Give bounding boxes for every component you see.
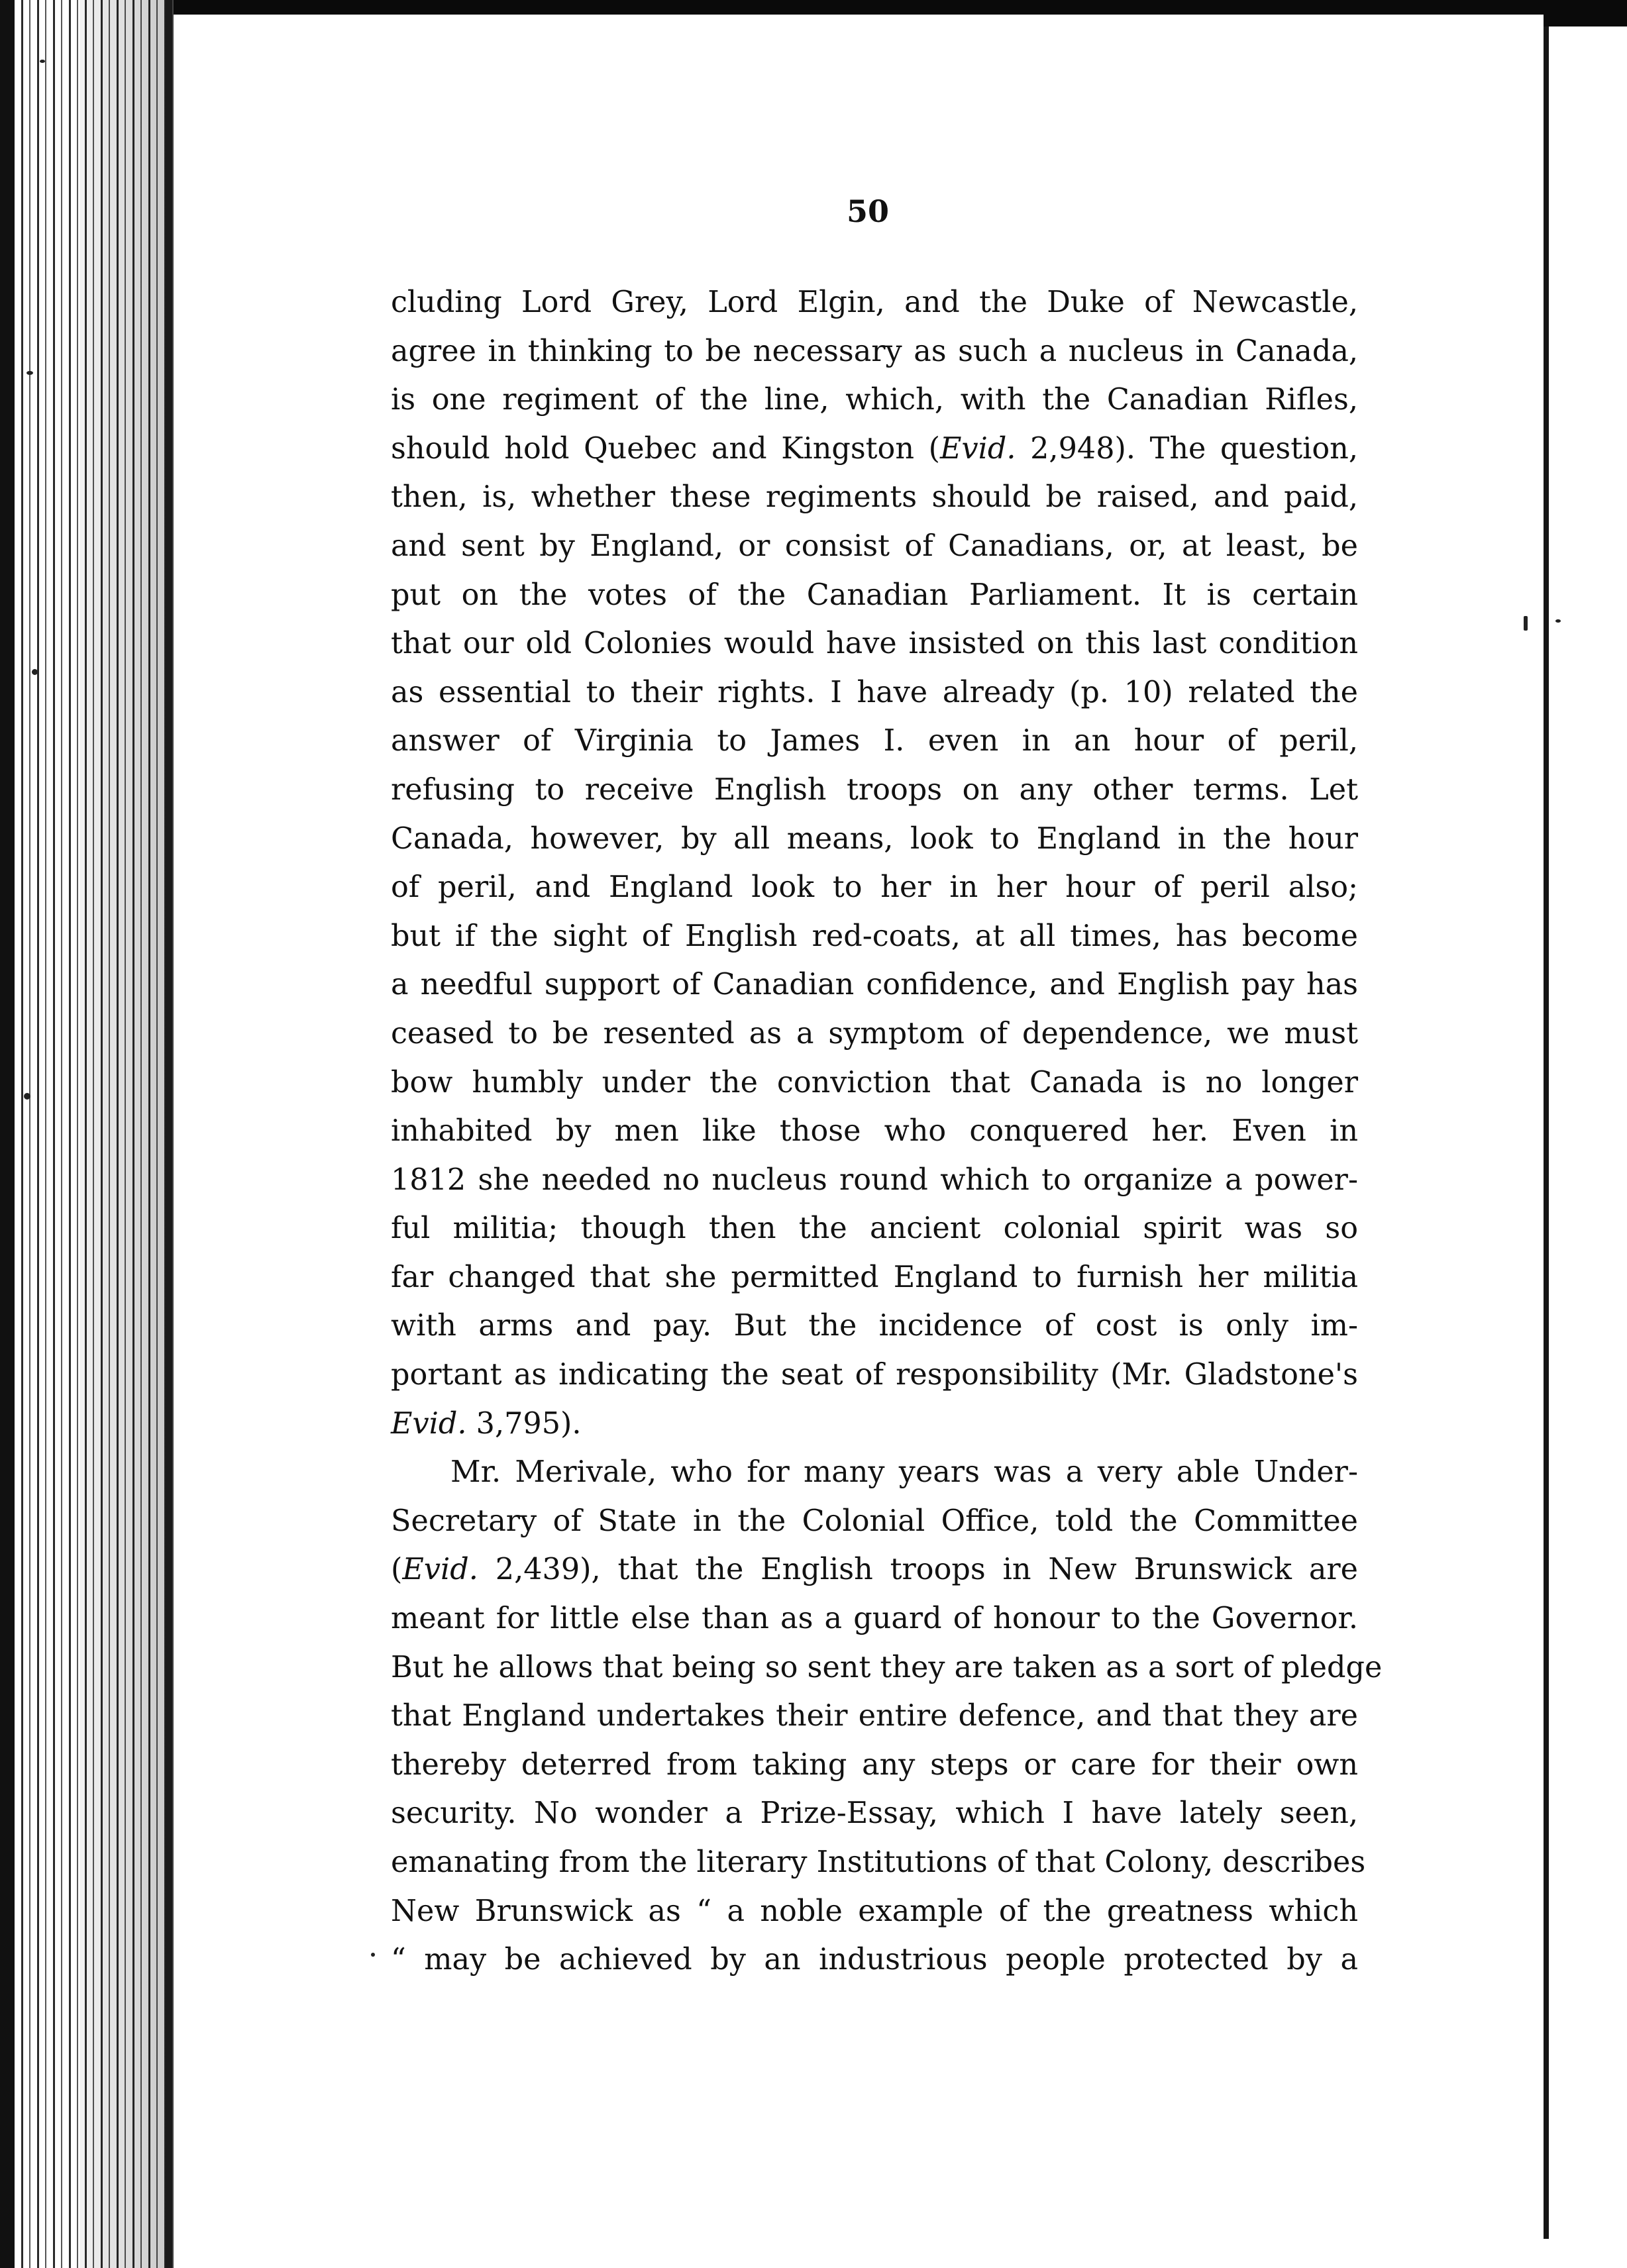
scan-speck <box>40 60 45 63</box>
evid-number: 2,948 <box>1030 431 1115 466</box>
paragraph-start-line: Mr. Merivale, who for many years was a very able Under- <box>450 1455 1358 1490</box>
text-line: “ may be achieved by an industrious people protected by a <box>391 1943 1358 1977</box>
text-line: inhabited by men like those who conquered her. Even in <box>391 1114 1358 1149</box>
text-line: answer of Virginia to James I. even in an hour of peril, <box>391 724 1358 758</box>
text-line: as essential to their rights. I have already (p. 10) related the <box>391 675 1358 709</box>
text-line: agree in thinking to be necessary as such a nucleus in Canada, <box>391 334 1358 368</box>
right-margin <box>1549 0 1627 2268</box>
text-fragment: 2,439), that the English troops in New Brunswick are <box>495 1553 1358 1587</box>
text-line <box>391 1400 1358 1449</box>
text-line: is one regiment of the line, which, with the Canadian Rifles, <box>391 383 1358 417</box>
text-line: cluding Lord Grey, Lord Elgin, and the Duke of Newcastle, <box>391 285 1358 319</box>
scan-speck <box>1524 616 1528 631</box>
scan-speck <box>26 371 33 375</box>
scan-left-border <box>0 0 15 2268</box>
text-line: New Brunswick as “ a noble example of the greatness which <box>391 1894 1358 1928</box>
text-line: a needful support of Canadian confidence, and English pay has <box>391 968 1358 1002</box>
text-line: Canada, however, by all means, look to England in the hour <box>391 821 1358 856</box>
text-line: with arms and pay. But the incidence of cost is only im- <box>391 1309 1358 1343</box>
scan-top-border <box>0 0 1627 15</box>
text-line: emanating from the literary Institutions of that Colony, describes <box>391 1845 1366 1879</box>
gutter-shadow <box>79 0 174 2268</box>
page-number: 50 <box>846 193 889 229</box>
text-line: that our old Colonies would have insisted on this last condition <box>391 627 1358 661</box>
text-line <box>391 425 1358 474</box>
text-line: meant for little else than as a guard of honour to the Governor. <box>391 1602 1358 1636</box>
text-line: thereby deterred from taking any steps or care for their own <box>391 1747 1358 1782</box>
text-line: Secretary of State in the Colonial Office, told the Committee <box>391 1504 1358 1538</box>
text-line: bow humbly under the conviction that Canada is no longer <box>391 1065 1358 1100</box>
text-line: ceased to be resented as a symptom of dependence, we must <box>391 1016 1358 1051</box>
scan-speck <box>32 669 38 675</box>
text-fragment: ( <box>391 1553 403 1587</box>
text-line: portant as indicating the seat of responsibility (Mr. Gladstone's <box>391 1358 1358 1392</box>
text-fragment: should hold Quebec and Kingston ( <box>391 431 940 466</box>
text-line: far changed that she permitted England to furnish her militia <box>391 1260 1358 1294</box>
text-line: But he allows that being so sent they are taken as a sort of pledge <box>391 1650 1383 1684</box>
body-text <box>391 278 1383 1984</box>
evid-reference: Evid. <box>402 1553 478 1587</box>
text-line: of peril, and England look to her in her hour of peril also; <box>391 870 1358 905</box>
text-line: but if the sight of English red-coats, at all times, has become <box>391 919 1358 953</box>
text-line <box>391 1545 1358 1594</box>
text-line: then, is, whether these regiments should be raised, and paid, <box>391 480 1358 515</box>
text-line: and sent by England, or consist of Canadians, or, at least, be <box>391 529 1358 563</box>
evid-reference: Evid. <box>391 1406 467 1441</box>
text-line: put on the votes of the Canadian Parliament. It is certain <box>391 578 1358 612</box>
scan-speck <box>1555 619 1561 623</box>
text-line: refusing to receive English troops on any other terms. Let <box>391 772 1358 807</box>
text-line: security. No wonder a Prize-Essay, which I have lately seen, <box>391 1796 1358 1831</box>
scan-speck <box>371 1953 375 1957</box>
evid-reference: Evid. <box>940 431 1016 466</box>
text-fragment: 3,795). <box>476 1406 582 1441</box>
text-line: 1812 she needed no nucleus round which to organize a power- <box>391 1162 1358 1197</box>
scan-speck <box>24 1093 30 1100</box>
text-line: ful militia; though then the ancient colonial spirit was so <box>391 1211 1358 1246</box>
page-left-edge <box>166 0 172 2268</box>
scan-top-right-border <box>1544 0 1627 26</box>
page-right-edge <box>1544 26 1549 2239</box>
text-line: that England undertakes their entire defence, and that they are <box>391 1699 1358 1733</box>
text-fragment: ). The question, <box>1114 431 1358 466</box>
